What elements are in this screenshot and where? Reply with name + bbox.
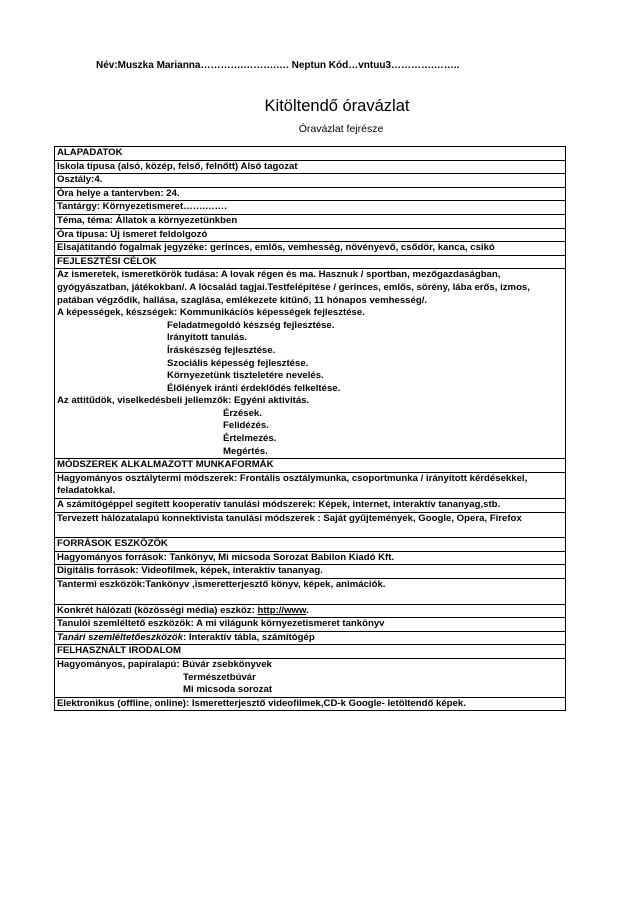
topic: Téma, téma: Állatok a környezetünkben [55, 214, 566, 228]
computer-methods: A számítógéppel segített kooperatív tanulási módszerek: Képek, internet, interaktív tananyag,stb. [55, 499, 566, 513]
network-methods-cell [55, 512, 566, 538]
attitude-item: Felidézés. [223, 420, 269, 432]
page-title: Kitöltendő óravázlat [264, 97, 410, 115]
student-tools: Tanulói szemléltető eszközök: A mi világunk környezetismeret tankönyv [55, 618, 566, 632]
skills-label: A képességek, készségek: Kommunikációs képességek fejlesztése. [57, 307, 365, 319]
teacher-tools-label: Tanári szemléltetőeszközök [57, 631, 184, 643]
skill-item: Szociális képesség fejlesztése. [167, 357, 309, 369]
paper-literature-item: Természetbúvár [183, 671, 256, 683]
concepts: Elsajátítandó fogalmak jegyzéke: gerinces, emlős, vemhesség, növényevő, csődör, kanca, csikó [55, 242, 566, 256]
class-grade: Osztály:4. [55, 174, 566, 188]
attitude-item: Érzések. [223, 407, 262, 419]
section-heading-fejlesztesi-celok: FEJLESZTÉSI CÉLOK [55, 255, 566, 269]
lesson-plan-table [54, 146, 566, 711]
network-tool-suffix: . [306, 604, 309, 616]
attitude-item: Megértés. [223, 445, 268, 457]
skill-item: Feladatmegoldó készség fejlesztése. [167, 319, 335, 331]
blank-line [57, 592, 563, 604]
development-goals-cell [55, 269, 566, 459]
knowledge-goals: Az ismeretek, ismeretkörök tudása: A lovak régen és ma. Hasznuk / sportban, mezőgazdaságban, gyógyászatban, játékokban/. A lócsalád tagjai.Testfelépítése / gerinces, emlős, sörény, lába erős, izmos, patában végződik, hallása, szaglása, emlékezete kitűnő, 11 hónapos vemhesség/. [57, 269, 530, 306]
paper-literature-item: Mi micsoda sorozat [183, 684, 273, 696]
page-subtitle: Óravázlat fejrésze [298, 123, 384, 135]
subject: Tantárgy: Környezetismeret…….……. [55, 201, 566, 215]
lesson-place: Óra helye a tantervben: 24. [55, 187, 566, 201]
digital-sources: Digitális források: Videofilmek, képek, interaktív tananyag. [55, 565, 566, 579]
skill-item: Élőlények iránti érdeklődés felkeltése. [167, 382, 341, 394]
traditional-methods: Hagyományos osztálytermi módszerek: Frontális osztálymunka, csoportmunka / irányított kérdésekkel, feladatokkal. [55, 472, 566, 498]
network-tool-link[interactable]: http://www [257, 604, 307, 616]
lesson-type: Óra típusa: Új ismeret feldolgozó [55, 228, 566, 242]
network-methods: Tervezett hálózatalapú konnektivista tanulási módszerek : Saját gyűjtemények, Google, Opera, Firefox [57, 512, 522, 524]
student-name-neptun-line: Név:Muszka Marianna………….……….…. Neptun Kód…vntuu3………….…….. [96, 60, 460, 71]
network-tool-label: Konkrét hálózati (közösségi média) eszköz: [57, 604, 258, 616]
network-tool [55, 604, 566, 618]
traditional-sources: Hagyományos források: Tankönyv, Mi micsoda Sorozat Babilon Kiadó Kft. [55, 551, 566, 565]
skill-item: Környezetünk tiszteletére nevelés. [167, 370, 324, 382]
section-heading-forrasok: FORRÁSOK ESZKÖZÖK [55, 538, 566, 552]
attitudes-label: Az attitűdök, viselkedésbeli jellemzők: Egyéni aktivitás. [57, 395, 310, 407]
skill-item: Irányított tanulás. [167, 332, 247, 344]
section-heading-modszerek: MÓDSZEREK ALKALMAZOTT MUNKAFORMÁK [55, 459, 566, 473]
skill-item: Íráskészség fejlesztése. [167, 344, 276, 356]
classroom-tools: Tantermi eszközök:Tankönyv ,ismeretterjesztő könyv, képek, animációk. [57, 579, 386, 590]
paper-literature-label: Hagyományos, papíralapú: Búvár zsebkönyvek [57, 658, 272, 670]
classroom-tools-cell [55, 579, 566, 605]
blank-line [57, 525, 563, 537]
paper-literature-cell [55, 658, 566, 697]
attitude-item: Értelmezés. [223, 433, 277, 445]
section-heading-irodalom: FELHASZNÁLT IRODALOM [55, 645, 566, 659]
teacher-tools [55, 631, 566, 645]
electronic-literature: Elektronikus (offline, online): Ismeretterjesztő videofilmek,CD-k Google- letöltendő képek. [55, 697, 566, 711]
section-heading-alapadatok: ALAPADATOK [55, 147, 566, 161]
school-type: Iskola típusa (alsó, közép, felső, felnőtt) Alsó tagozat [55, 160, 566, 174]
teacher-tools-value: : Interaktív tábla, számítógép [183, 631, 315, 643]
